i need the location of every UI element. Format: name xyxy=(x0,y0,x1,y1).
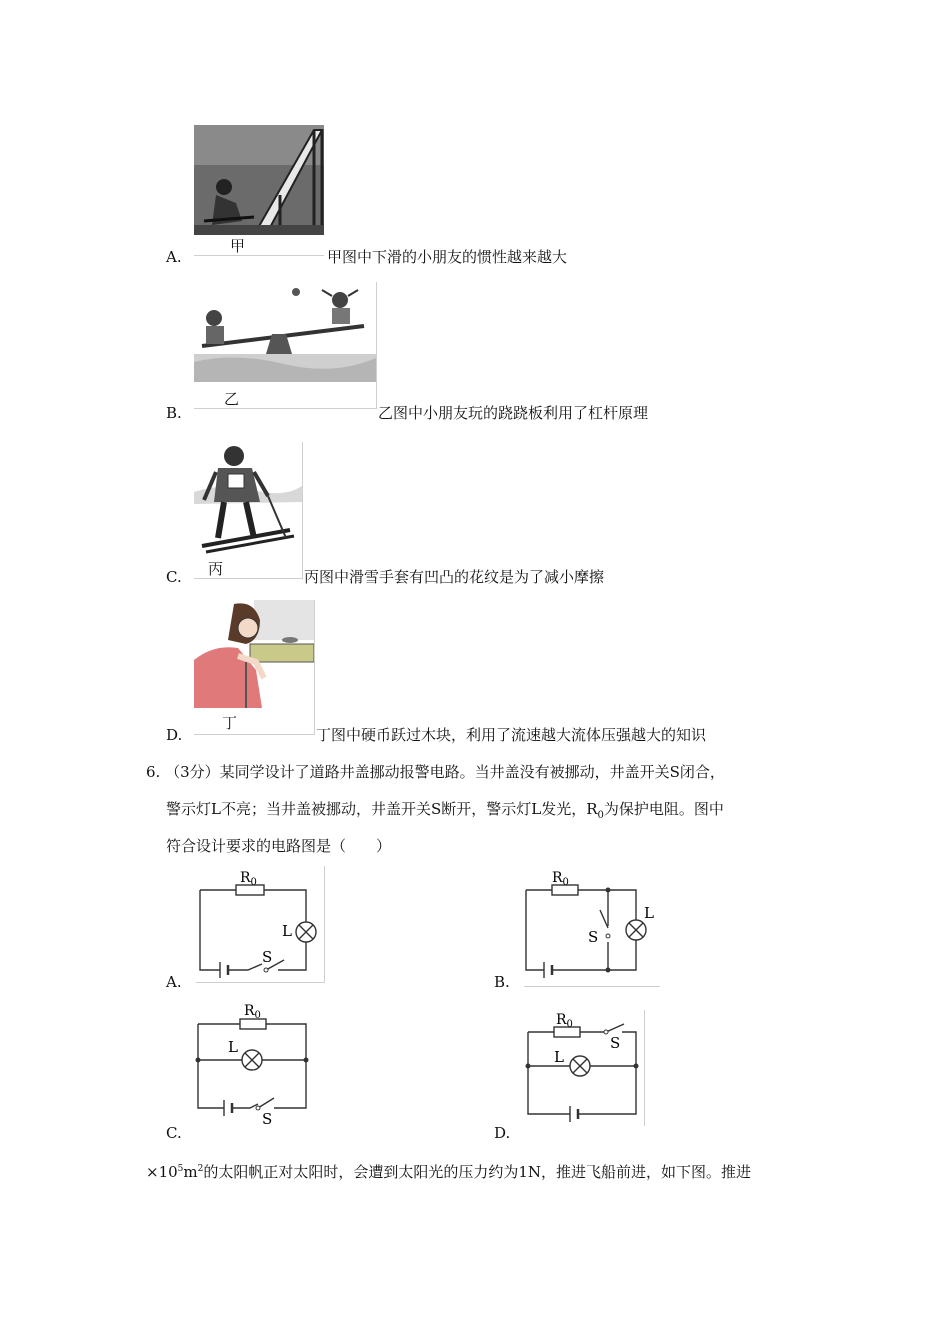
circuit-a-svg xyxy=(196,866,324,982)
option-text: 丁图中硬币跃过木块，利用了流速越大流体压强越大的知识 xyxy=(316,726,707,744)
skier-illustration xyxy=(194,442,302,554)
question-text: 某同学设计了道路井盖挪动报警电路。当井盖没有被挪动，井盖开关S闭合， xyxy=(219,763,725,781)
lamp-label: L xyxy=(644,904,654,922)
skier-picture xyxy=(194,442,303,579)
picture-caption: 乙 xyxy=(224,390,240,408)
option-letter: B. xyxy=(166,404,182,422)
lamp-label: L xyxy=(228,1038,238,1056)
switch-label: S xyxy=(610,1034,621,1052)
circuit-letter: D. xyxy=(494,1124,511,1142)
option-letter: C. xyxy=(166,568,182,586)
slide-picture xyxy=(194,125,324,256)
lamp-label: L xyxy=(554,1048,564,1066)
circuit-diagram-b xyxy=(524,866,660,987)
option-text: 乙图中小朋友玩的跷跷板利用了杠杆原理 xyxy=(378,404,649,422)
question-6-line-2: 警示灯L不亮；当井盖被挪动，井盖开关S断开，警示灯L发光，$R_0$为保护电阻。图中 xyxy=(166,800,724,821)
circuit-diagram-d xyxy=(524,1010,645,1126)
coin-jump-picture xyxy=(194,600,315,735)
question-6-line-1 xyxy=(146,762,725,782)
question-score: （3分） xyxy=(165,763,220,781)
resistor-label: $R_0$ xyxy=(240,870,257,888)
seesaw-picture xyxy=(194,282,377,409)
question-6-line-3: 符合设计要求的电路图是（ ） xyxy=(166,837,392,855)
resistor-label: $R_0$ xyxy=(244,1003,261,1021)
circuit-letter: A. xyxy=(166,973,182,991)
seesaw-illustration xyxy=(194,282,376,382)
switch-label: S xyxy=(262,948,273,966)
circuit-diagram-a xyxy=(196,866,325,983)
lamp-label: L xyxy=(282,922,292,940)
circuit-diagram-c xyxy=(194,1000,310,1124)
circuit-d-svg xyxy=(524,1010,644,1126)
slide-illustration xyxy=(194,125,324,235)
circuit-c-svg xyxy=(194,1000,310,1124)
picture-caption: 丁 xyxy=(222,714,238,732)
circuit-b-svg xyxy=(524,866,660,986)
option-text: 丙图中滑雪手套有凹凸的花纹是为了减小摩擦 xyxy=(304,568,605,586)
option-text: 甲图中下滑的小朋友的惯性越来越大 xyxy=(327,248,568,266)
question-number: 6. xyxy=(146,763,161,781)
option-letter: D. xyxy=(166,726,183,744)
switch-label: S xyxy=(588,928,599,946)
switch-label: S xyxy=(262,1110,273,1124)
option-letter: A. xyxy=(166,248,182,266)
resistor-label: $R_0$ xyxy=(556,1012,573,1030)
circuit-letter: C. xyxy=(166,1124,182,1142)
picture-caption: 甲 xyxy=(230,237,246,255)
picture-caption: 丙 xyxy=(208,560,224,578)
circuit-letter: B. xyxy=(494,973,510,991)
resistor-label: $R_0$ xyxy=(552,870,569,888)
coin-jump-illustration xyxy=(194,600,314,708)
continued-text-line: $\times 10^5m^2$的太阳帆正对太阳时，会遭到太阳光的压力约为1N，推进飞船前进，如下图。推进 xyxy=(146,1163,752,1181)
